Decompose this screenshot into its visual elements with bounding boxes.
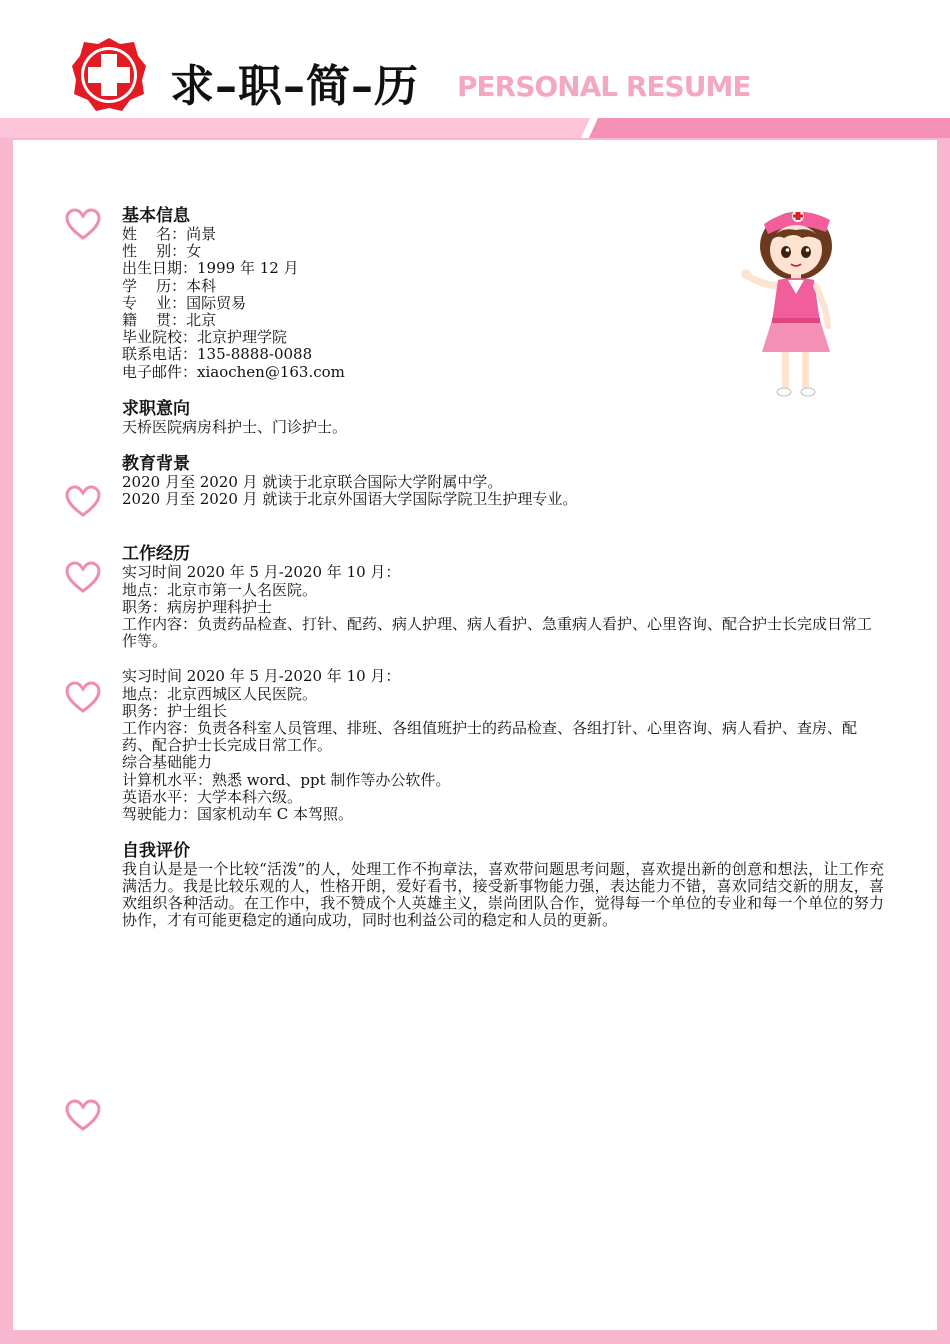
skill-driving: 驾驶能力：国家机动车 C 本驾照。 bbox=[122, 805, 354, 824]
basic-info-school: 毕业院校：北京护理学院 bbox=[122, 328, 288, 347]
job1-location: 地点：北京市第一人名医院。 bbox=[122, 580, 318, 599]
heart-icon bbox=[64, 207, 102, 241]
title-english: PERSONAL RESUME bbox=[457, 70, 751, 103]
skills-heading: 综合基础能力 bbox=[122, 753, 213, 772]
basic-info-phone: 联系电话：135-8888-0088 bbox=[122, 345, 313, 364]
skill-english: 英语水平：大学本科六级。 bbox=[122, 787, 303, 806]
job2-period: 实习时间 2020 年 5 月-2020 年 10 月： bbox=[122, 667, 401, 686]
section-heading-basic: 基本信息 bbox=[122, 206, 190, 226]
resume-header bbox=[0, 0, 950, 118]
title-chinese: 求–职–简–历 bbox=[170, 61, 419, 112]
heart-icon bbox=[64, 1098, 102, 1132]
self-evaluation-text: 我自认是是一个比较“活泼”的人，处理工作不拘章法，喜欢带问题思考问题，喜欢提出新的创意和想法，让工作充满活力。我是比较乐观的人，性格开朗，爱好看书，接受新事物能力强，表达能力不错，喜欢同结交新的朋友，喜欢组织各种活动。在工作中，我不赞成个人英雄主义，崇尚团队合作，觉得每一个单位的专业和每一个单位的努力协作，才有可能更稳定的通向成功，同时也利益公司的稳定和人员的更新。 bbox=[122, 860, 884, 930]
basic-info-birth: 出生日期：1999 年 12 月 bbox=[122, 259, 299, 278]
heart-icon bbox=[64, 484, 102, 518]
basic-info-name: 姓 名：尚景 bbox=[122, 225, 217, 243]
basic-info-email: 电子邮件：xiaochen@163.com bbox=[122, 362, 345, 381]
job1-position: 职务：病房护理科护士 bbox=[122, 597, 273, 616]
heart-icon bbox=[64, 680, 102, 714]
job1-duties: 工作内容：负责药品检查、打针、配药、病人护理、病人看护、急重病人看护、心里咨询、配合护士长完成日常工作等。 bbox=[122, 615, 873, 651]
heart-icon bbox=[64, 560, 102, 594]
basic-info-major: 专 业：国际贸易 bbox=[122, 293, 247, 312]
section-heading-self: 自我评价 bbox=[122, 841, 190, 862]
basic-info-gender: 性 别：女 bbox=[122, 242, 202, 261]
education-item: 2020 月至 2020 月 就读于北京外国语大学国际学院卫生护理专业。 bbox=[122, 490, 578, 509]
job2-location: 地点：北京西城区人民医院。 bbox=[122, 684, 318, 703]
section-heading-intent: 求职意向 bbox=[122, 398, 190, 419]
basic-info-hometown: 籍 贯：北京 bbox=[122, 311, 217, 330]
resume-content bbox=[122, 206, 884, 929]
red-cross-icon bbox=[70, 36, 148, 114]
section-heading-education: 教育背景 bbox=[122, 454, 190, 475]
section-heading-work: 工作经历 bbox=[122, 544, 190, 565]
education-item: 2020 月至 2020 月 就读于北京联合国际大学附属中学。 bbox=[122, 473, 503, 492]
basic-info-education: 学 历：本科 bbox=[122, 276, 217, 295]
skill-computer: 计算机水平：熟悉 word、ppt 制作等办公软件。 bbox=[122, 770, 451, 789]
job2-duties: 工作内容：负责各科室人员管理、排班、各组值班护士的药品检查、各组打针、心里咨询、病人看护、查房、配药、配合护士长完成日常工作。 bbox=[122, 719, 858, 755]
job2-position: 职务：护士组长 bbox=[122, 701, 228, 720]
job1-period: 实习时间 2020 年 5 月-2020 年 10 月： bbox=[122, 563, 401, 582]
header-pink-band bbox=[0, 118, 950, 140]
intent-text: 天桥医院病房科护士、门诊护士。 bbox=[122, 417, 348, 436]
